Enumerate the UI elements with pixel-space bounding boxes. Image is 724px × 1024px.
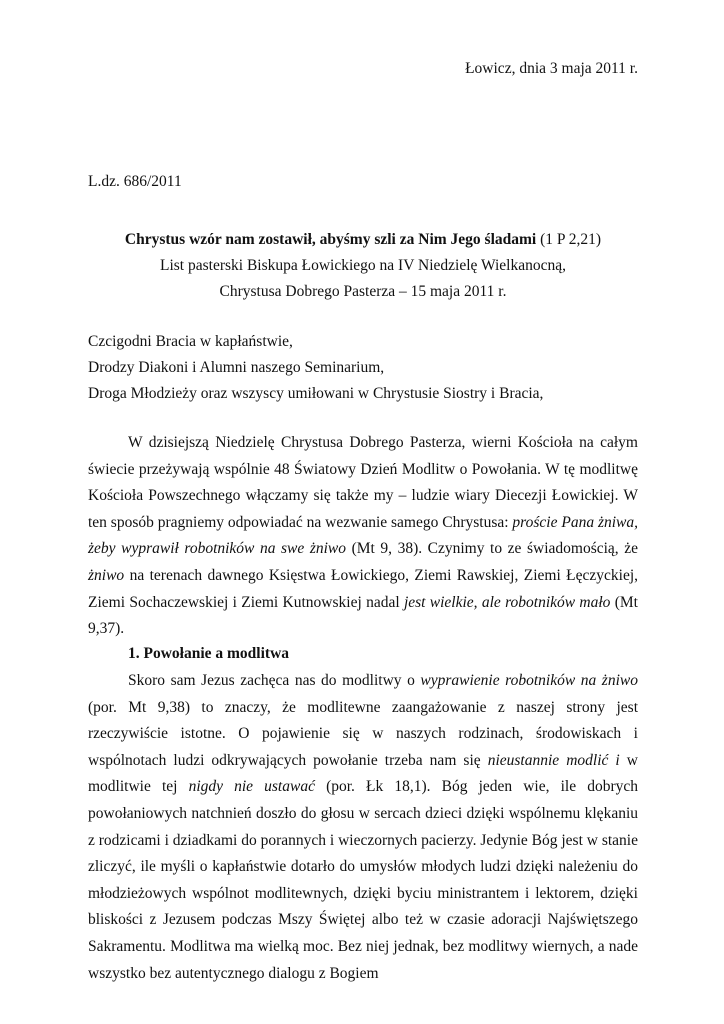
title-line-3: Chrystusa Dobrego Pasterza – 15 maja 2011 r. — [219, 283, 507, 300]
paragraph-1-text-a: W dzisiejszą Niedzielę Chrystusa Dobrego Pasterza, wierni Kościoła na całym świecie przeżywają wspólnie 48 Światowy Dzień Modlitw o Powołania. W tę modlitwę Kościoła Powszechnego włączamy się także my – ludzie wiary Diecezji Łowickiej. W ten sposób pragniemy odpowiadać na wezwanie samego Chrystusa: — [88, 434, 638, 531]
paragraph-2-quote-b: nieustannie modlić i — [487, 751, 620, 769]
paragraph-1 — [88, 430, 638, 643]
reference-number: L.dz. 686/2011 — [88, 173, 182, 190]
greeting-line-3: Droga Młodzieży oraz wszyscy umiłowani w Chrystusie Siostry i Bracia, — [88, 385, 544, 402]
paragraph-2 — [88, 668, 638, 987]
paragraph-2-quote-a: wyprawienie robotników na żniwo — [420, 672, 638, 689]
greeting-block — [88, 329, 648, 407]
letter-date: Łowicz, dnia 3 maja 2011 r. — [465, 60, 638, 77]
paragraph-2-text-d: (por. Łk 18,1). Bóg jeden wie, ile dobrych powołaniowych natchnień doszło do głosu w sercach dzieci dzięki wspólnemu klękaniu z rodzicami i dziadkami do porannych i wieczornych pacierzy. Jedynie Bóg jest w stanie zliczyć, ile myśli o kapłaństwie dotarło do umysłów młodych ludzi dzięki należeniu do młodzieżowych wspólnot modlitewnych, dzięki byciu ministrantem i lektorem, dzięki bliskości z Jezusem podczas Mszy Świętej albo też w czasie adoracji Najświętszego Sakramentu. Modlitwa ma wielką moc. Bez niej jednak, bez modlitwy wiernych, a nade wszystko bez autentycznego dialogu z Bogiem — [88, 778, 638, 982]
paragraph-1-text-b: (Mt 9, 38). Czynimy to ze świadomością, że — [346, 540, 638, 558]
paragraph-2-quote-c: nigdy nie ustawać — [188, 778, 315, 796]
title-citation: (1 P 2,21) — [536, 231, 602, 248]
paragraph-2-text-a: Skoro sam Jezus zachęca nas do modlitwy o — [128, 672, 421, 689]
paragraph-1-quote-c: jest wielkie, ale robotników mało — [403, 593, 611, 611]
letter-title-block — [88, 227, 638, 305]
greeting-line-1: Czcigodni Bracia w kapłaństwie, — [88, 333, 293, 350]
section-heading: 1. Powołanie a modlitwa — [128, 645, 290, 662]
paragraph-1-quote-b: żniwo — [88, 566, 125, 584]
title-line-2: List pasterski Biskupa Łowickiego na IV Niedzielę Wielkanocną, — [160, 257, 566, 274]
paragraph-1-text-c: na terenach dawnego Księstwa Łowickiego, Ziemi Rawskiej, Ziemi Łęczyckiej, Ziemi Sochaczewskiej i Ziemi Kutnowskiej nadal — [88, 566, 638, 611]
paragraph-1-text-d: (Mt 9,37). — [88, 593, 638, 638]
title-line-1 — [88, 227, 638, 253]
paragraph-2-text-b: (por. Mt 9,38) to znaczy, że modlitewne zaangażowanie z naszej strony jest rzeczywiście istotne. O pojawienie się w naszych rodzinach, środowiskach i wspólnotach ludzi odkrywających powołanie trzeba nam się — [88, 698, 638, 769]
title-main: Chrystus wzór nam zostawił, abyśmy szli za Nim Jego śladami — [124, 231, 537, 248]
paragraph-1-quote-a: proście Pana żniwa, żeby wyprawił robotników na swe żniwo — [88, 513, 638, 558]
greeting-line-2: Drodzy Diakoni i Alumni naszego Seminarium, — [88, 359, 385, 376]
paragraph-2-text-c: w modlitwie tej — [88, 751, 638, 796]
